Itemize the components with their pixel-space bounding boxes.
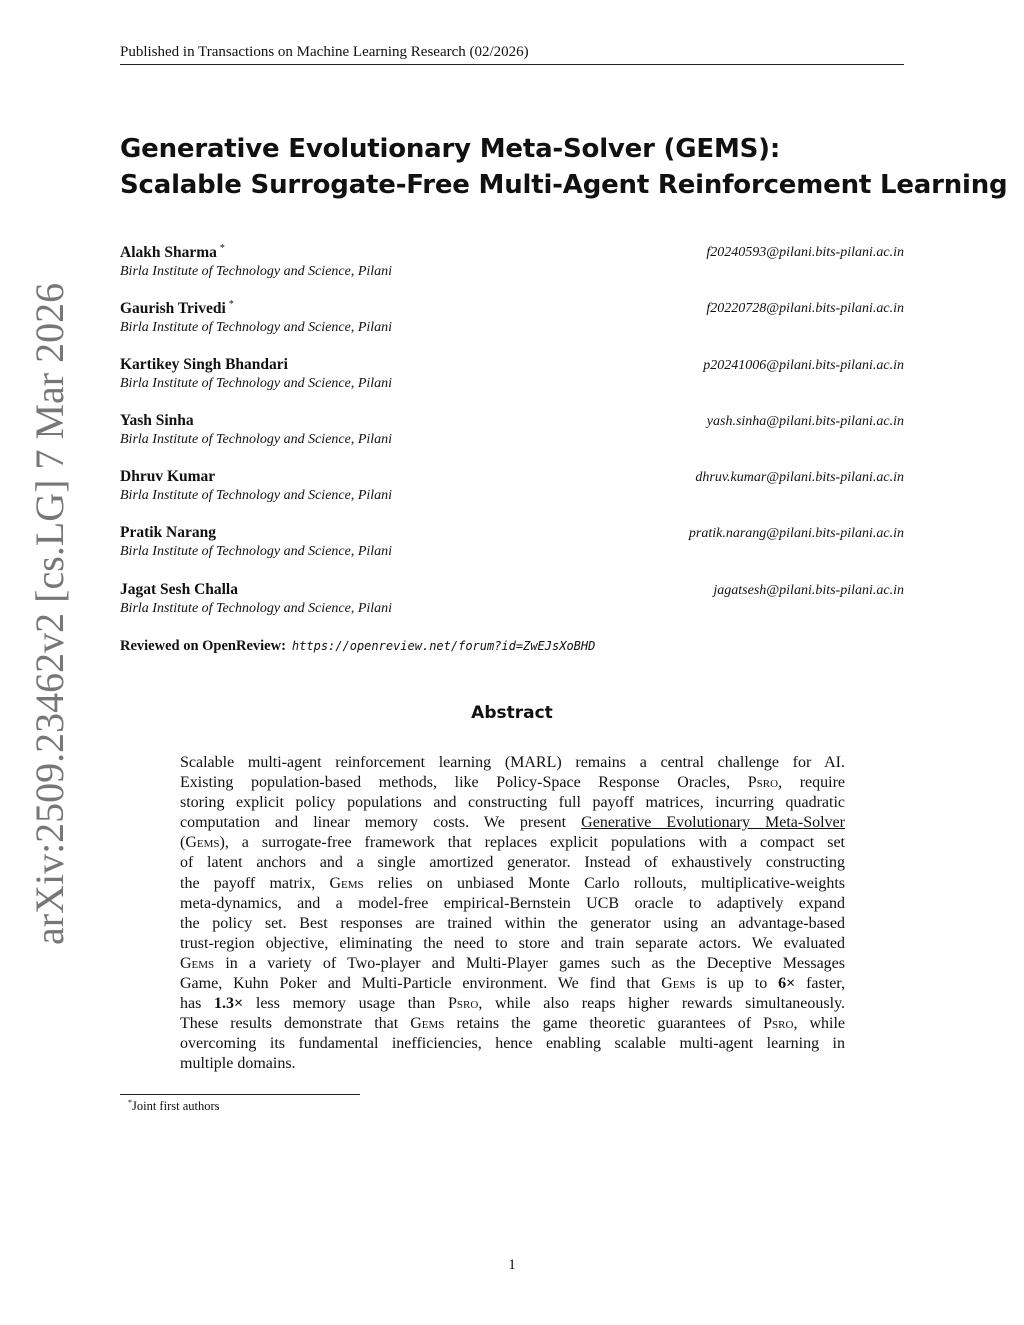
author-affiliation: Birla Institute of Technology and Science, Pilani: [120, 544, 393, 560]
author-email[interactable]: f20240593@pilani.bits-pilani.ac.in: [706, 245, 904, 260]
author-block: [120, 524, 904, 580]
abstract-line: [180, 1054, 845, 1074]
author-affiliation: Birla Institute of Technology and Science, Pilani: [120, 431, 393, 447]
author-block: [120, 412, 904, 468]
abstract-text: the policy set. Best responses are trained within the generator using an advantage-based: [180, 914, 845, 932]
page-number: 1: [508, 1257, 516, 1273]
abstract-heading: Abstract: [471, 703, 553, 723]
abstract-text: storing explicit policy populations and constructing full payoff matrices, incurring quadratic: [180, 794, 845, 812]
author-affiliation: Birla Institute of Technology and Science, Pilani: [120, 600, 393, 616]
abstract-text: Scalable multi-agent reinforcement learning (MARL) remains a central challenge for AI.: [180, 754, 845, 771]
paper-title: [120, 131, 1008, 203]
author-block: [120, 243, 904, 299]
abstract-line: [180, 974, 845, 994]
abstract-line: [180, 833, 845, 853]
abstract-text: of latent anchors and a single amortized generator. Instead of exhaustively constructing: [180, 854, 845, 872]
title-line-1: Generative Evolutionary Meta-Solver (GEMS):: [120, 134, 781, 164]
author-name: Yash Sinha: [120, 411, 194, 429]
abstract-text: These results demonstrate that: [180, 1015, 411, 1033]
abstract-text: , require: [778, 774, 845, 792]
method-gems: Gems: [329, 874, 364, 892]
author-name: Dhruv Kumar: [120, 468, 216, 486]
abstract-text: is up to: [695, 975, 779, 993]
method-psro: Psro: [747, 774, 779, 792]
abstract-text: trust-region objective, eliminating the need to store and train separate actors. We evaluated: [180, 934, 845, 952]
abstract-text: ), a surrogate-free framework that replaces explicit populations with a compact set: [219, 834, 845, 852]
abstract-text: (: [180, 834, 186, 852]
method-gems: Gems: [410, 1015, 445, 1033]
method-gems: Gems: [180, 954, 215, 972]
abstract-text: overcoming its fundamental inefficiencies, hence enabling scalable multi-agent learning in: [180, 1035, 845, 1053]
abstract-body: [180, 753, 845, 1075]
abstract-line: [180, 1014, 845, 1034]
author-name: Jagat Sesh Challa: [120, 580, 238, 598]
abstract-text: , while: [793, 1015, 846, 1033]
abstract-text: has: [180, 995, 215, 1013]
abstract-line: [180, 914, 845, 934]
abstract-line: [180, 793, 845, 813]
author-name: Gaurish Trivedi: [120, 300, 226, 318]
abstract-text: relies on unbiased Monte Carlo rollouts, multiplicative-weights: [363, 874, 846, 892]
method-full-name: Generative Evolutionary Meta-Solver: [581, 814, 845, 832]
author-affiliation: Birla Institute of Technology and Science, Pilani: [120, 264, 393, 280]
abstract-line: [180, 874, 845, 894]
review-label: Reviewed on OpenReview:: [120, 638, 286, 654]
running-header: Published in Transactions on Machine Learning Research (02/2026): [120, 44, 904, 65]
author-affiliation: Birla Institute of Technology and Science, Pilani: [120, 320, 393, 336]
abstract-text: faster,: [795, 975, 845, 993]
speedup-value: 6×: [778, 975, 796, 993]
footnote-mark: *: [128, 1098, 132, 1107]
method-gems: Gems: [661, 975, 696, 993]
author-email[interactable]: f20220728@pilani.bits-pilani.ac.in: [706, 301, 904, 317]
abstract-line: [180, 894, 845, 914]
review-line: [120, 638, 595, 655]
memory-value: 1.3×: [214, 995, 244, 1013]
abstract-line: [180, 773, 845, 793]
author-email[interactable]: yash.sinha@pilani.bits-pilani.ac.in: [706, 413, 904, 429]
footnote-text: Joint first authors: [132, 1099, 220, 1114]
abstract-text: Game, Kuhn Poker and Multi-Particle environment. We find that: [180, 975, 662, 993]
footnote-rule: [120, 1094, 360, 1095]
author-email[interactable]: p20241006@pilani.bits-pilani.ac.in: [703, 357, 904, 373]
arxiv-stamp: arXiv:2509.23462v2 [cs.LG] 7 Mar 2026: [27, 282, 72, 945]
abstract-line: [180, 954, 845, 974]
author-affiliation: Birla Institute of Technology and Science, Pilani: [120, 488, 393, 504]
method-psro: Psro: [763, 1015, 794, 1033]
author-list: [120, 243, 904, 637]
abstract-line: [180, 813, 845, 833]
author-name: Kartikey Singh Bhandari: [120, 355, 288, 373]
author-mark: *: [219, 243, 225, 254]
abstract-text: Existing population-based methods, like Policy-Space Response Oracles,: [180, 774, 748, 792]
abstract-line: [180, 1034, 845, 1054]
author-mark: *: [228, 299, 234, 311]
title-line-2: Scalable Surrogate-Free Multi-Agent Reinforcement Learning: [120, 170, 1008, 200]
author-affiliation: Birla Institute of Technology and Science, Pilani: [120, 375, 393, 391]
author-block: [120, 468, 904, 524]
author-email[interactable]: jagatsesh@pilani.bits-pilani.ac.in: [713, 582, 904, 598]
abstract-text: less memory usage than: [243, 995, 449, 1013]
abstract-line: [180, 994, 845, 1014]
abstract-line: [180, 934, 845, 954]
abstract-line: [180, 753, 845, 773]
author-block: [120, 356, 904, 412]
author-block: [120, 299, 904, 355]
abstract-text: in a variety of Two-player and Multi-Player games such as the Deceptive Messages: [214, 954, 845, 972]
method-gems: Gems: [185, 834, 220, 852]
openreview-link[interactable]: https://openreview.net/forum?id=ZwEJsXoBHD: [291, 639, 596, 653]
abstract-text: retains the game theoretic guarantees of: [444, 1015, 764, 1033]
footnote: [128, 1098, 220, 1114]
abstract-text: the payoff matrix,: [180, 874, 330, 892]
abstract-text: multiple domains.: [180, 1055, 296, 1073]
author-block: [120, 581, 904, 637]
author-email[interactable]: pratik.narang@pilani.bits-pilani.ac.in: [688, 526, 904, 542]
method-psro: Psro: [448, 995, 479, 1013]
author-name: Pratik Narang: [120, 524, 217, 542]
abstract-text: , while also reaps higher rewards simultaneously.: [478, 995, 846, 1013]
abstract-text: meta-dynamics, and a model-free empirical-Bernstein UCB oracle to adaptively expand: [180, 894, 845, 912]
abstract-text: computation and linear memory costs. We present: [180, 814, 582, 832]
abstract-line: [180, 853, 845, 873]
author-email[interactable]: dhruv.kumar@pilani.bits-pilani.ac.in: [695, 470, 904, 486]
author-name: Alakh Sharma: [120, 244, 217, 262]
